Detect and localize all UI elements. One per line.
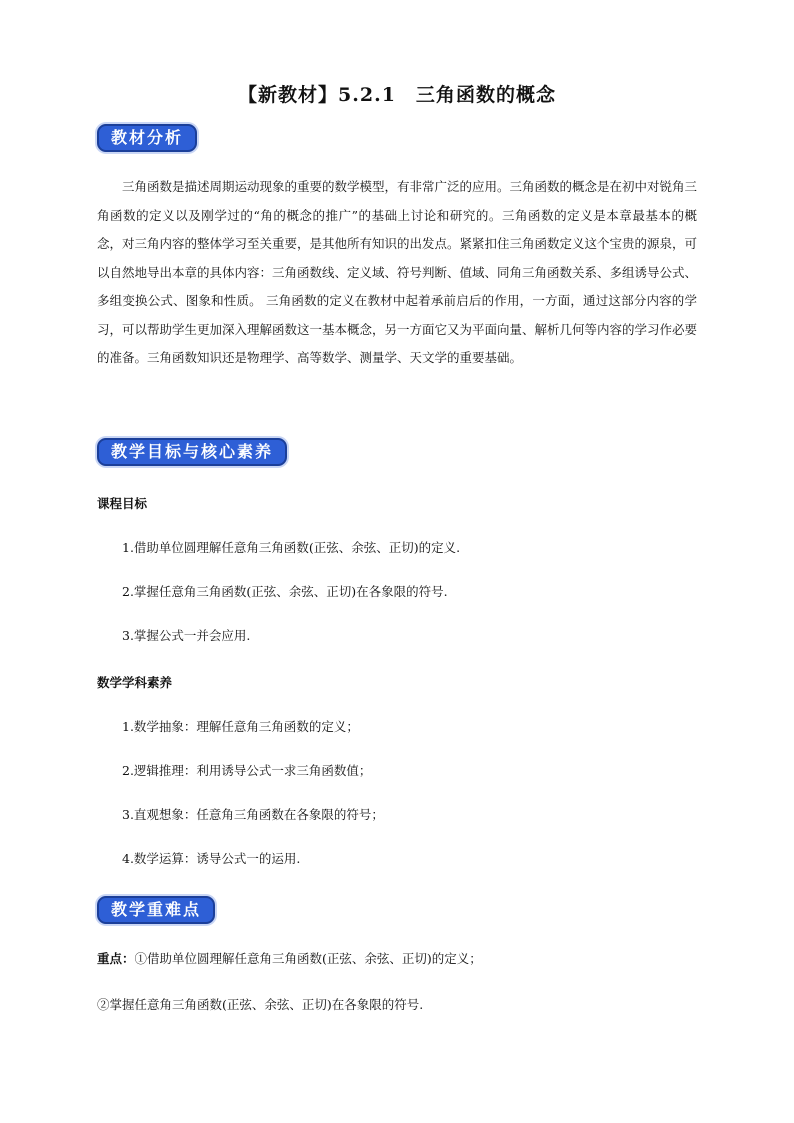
course-goal-item-3: 3.掌握公式一并会应用. — [122, 628, 251, 643]
analysis-paragraph: 三角函数是描述周期运动现象的重要的数学模型，有非常广泛的应用。三角函数的概念是在初中对锐角三角函数的定义以及刚学过的“角的概念的推广”的基础上讨论和研究的。三角函数的定义是本章最基本的概念，对三角内容的整体学习至关重要，是其他所有知识的出发点。紧紧扣住三角函数定义这个宝贵的源泉，可以自然地导出本章的具体内容：三角函数线、定义域、符号判断、值域、同角三角函数关系、多组诱导公式、多组变换公式、图象和性质。 三角函数的定义在教材中起着承前启后的作用，一方面，通过这部分内容的学习，可以帮助学生更加深入理解函数这一基本概念，另一方面它又为平面向量、解析几何等内容的学习作必要的准备。三角函数知识还是物理学、高等数学、测量学、天文学的重要基础。 — [97, 179, 698, 365]
page-title: 【新教材】5.2.1 三角函数的概念 — [238, 84, 556, 106]
course-goal-item-2: 2.掌握任意角三角函数(正弦、余弦、正切)在各象限的符号. — [122, 584, 448, 599]
key-point-label: 重点： — [97, 951, 135, 966]
literacy-item-2: 2.逻辑推理：利用诱导公式一求三角函数值； — [122, 763, 372, 778]
literacy-item-1: 1.数学抽象：理解任意角三角函数的定义； — [122, 719, 359, 734]
key-point-text-1: ①借助单位圆理解任意角三角函数(正弦、余弦、正切)的定义； — [134, 951, 482, 966]
key-point-line-2: ②掌握任意角三角函数(正弦、余弦、正切)在各象限的符号. — [97, 997, 424, 1012]
literacy-item-3: 3.直观想象：任意角三角函数在各象限的符号； — [122, 807, 384, 822]
section-badge-goals: 教学目标与核心素养 — [97, 438, 287, 466]
course-goal-item-1: 1.借助单位圆理解任意角三角函数(正弦、余弦、正切)的定义. — [122, 540, 461, 555]
literacy-item-4: 4.数学运算：诱导公式一的运用. — [122, 851, 301, 866]
course-goals-heading: 课程目标 — [97, 496, 148, 511]
section-badge-analysis: 教材分析 — [97, 124, 197, 152]
literacy-heading: 数学学科素养 — [97, 675, 173, 690]
key-point-line-1 — [97, 949, 482, 967]
section-badge-key-points: 教学重难点 — [97, 896, 215, 924]
